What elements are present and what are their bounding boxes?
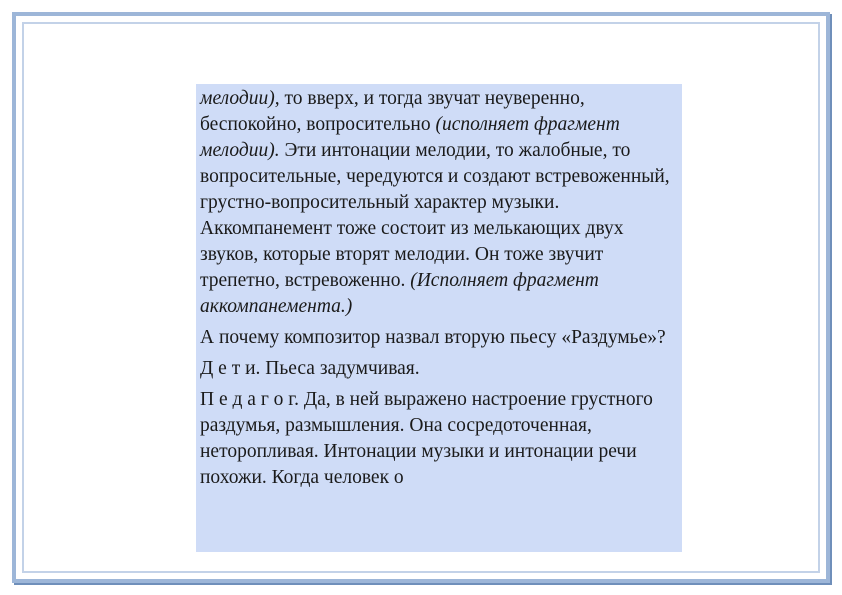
text-run: Эти интонации мелодии, то жалобные, то вопросительные, чередуются и создают встревоженный, грустно-вопросительный характер музыки. Аккомпанемент тоже состоит из мелькающих двух звуков, которые вторят мелодии. Он тоже звучит трепетно, встревоженно.	[200, 140, 670, 291]
text-run: то вверх, и тогда звучат неуверенно, беспокойно, вопросительно	[200, 88, 585, 135]
text-block	[196, 84, 682, 552]
text-run: Да, в ней выражено настроение грустного раздумья, размышления. Она сосредоточенная, неторопливая. Интонации музыки и интонации речи похожи. Когда человек о	[200, 389, 653, 488]
paragraph-2	[200, 325, 678, 351]
paragraph-1	[200, 86, 678, 320]
paragraph-3	[200, 356, 678, 382]
text-run: А почему композитор назвал вторую пьесу «Раздумье»?	[200, 327, 666, 348]
speaker-label: П е д а г о г.	[200, 389, 299, 410]
text-run: Пьеса задумчивая.	[260, 358, 420, 379]
text-run-italic: (Исполняет фрагмент аккомпанемента.)	[200, 270, 599, 317]
speaker-label: Д е т и.	[200, 358, 261, 379]
text-run-italic: мелодии),	[200, 88, 280, 109]
paragraph-4	[200, 387, 678, 491]
text-run-italic: (исполняет фрагмент мелодии).	[200, 114, 620, 161]
